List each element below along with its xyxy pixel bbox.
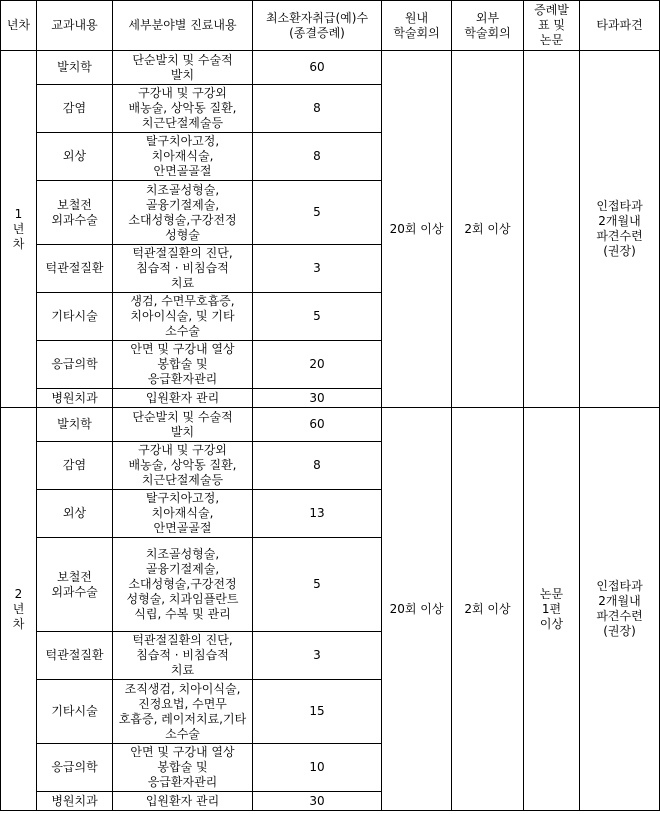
year2-external-conf: 2회 이상 [452,408,524,811]
subject-cell: 턱관절질환 [37,245,113,293]
cases-cell: 30 [253,792,382,811]
subject-cell: 병원치과 [37,792,113,811]
cases-cell: 8 [253,85,382,133]
cases-cell: 30 [253,389,382,408]
subject-cell: 발치학 [37,408,113,442]
subject-cell: 응급의학 [37,744,113,792]
subject-cell: 보철전 외과수술 [37,538,113,632]
header-min-cases: 최소환자취급(예)수 (종결증례) [253,1,382,51]
table-row [1,51,660,85]
year1-internal-conf: 20회 이상 [382,51,452,408]
cases-cell: 3 [253,632,382,680]
year2-internal-conf: 20회 이상 [382,408,452,811]
year1-label: 1 년 차 [1,51,37,408]
subject-cell: 기타시술 [37,680,113,744]
detail-cell: 조직생검, 치아이식술, 진정요법, 수면무 호흡증, 레이저치료,기타 소수술 [113,680,253,744]
year1-case-paper [524,51,580,408]
year2-label: 2 년 차 [1,408,37,811]
cases-cell: 3 [253,245,382,293]
detail-cell: 구강내 및 구강외 배농술, 상악동 질환, 치근단절제술등 [113,85,253,133]
detail-cell: 단순발치 및 수술적 발치 [113,408,253,442]
year2-dispatch: 인접타과 2개월내 파견수련 (권장) [580,408,660,811]
header-external-conf: 외부 학술회의 [452,1,524,51]
detail-cell: 입원환자 관리 [113,792,253,811]
detail-cell: 구강내 및 구강외 배농술, 상악동 질환, 치근단절제술등 [113,442,253,490]
subject-cell: 외상 [37,490,113,538]
subject-cell: 응급의학 [37,341,113,389]
cases-cell: 13 [253,490,382,538]
year2-case-paper: 논문 1편 이상 [524,408,580,811]
detail-cell: 단순발치 및 수술적 발치 [113,51,253,85]
cases-cell: 60 [253,408,382,442]
subject-cell: 외상 [37,133,113,181]
detail-cell: 치조골성형술, 골융기절제술, 소대성형술,구강전정 성형술 [113,181,253,245]
detail-cell: 탈구치아고정, 치아재식술, 안면골골절 [113,133,253,181]
cases-cell: 15 [253,680,382,744]
year1-external-conf: 2회 이상 [452,51,524,408]
year1-dispatch: 인접타과 2개월내 파견수련 (권장) [580,51,660,408]
detail-cell: 생검, 수면무호흡증, 치아이식술, 및 기타 소수술 [113,293,253,341]
cases-cell: 5 [253,538,382,632]
header-detail: 세부분야별 진료내용 [113,1,253,51]
subject-cell: 감염 [37,85,113,133]
subject-cell: 턱관절질환 [37,632,113,680]
detail-cell: 안면 및 구강내 열상 봉합술 및 응급환자관리 [113,744,253,792]
cases-cell: 8 [253,442,382,490]
header-dispatch: 타과파견 [580,1,660,51]
subject-cell: 감염 [37,442,113,490]
subject-cell: 기타시술 [37,293,113,341]
header-subject: 교과내용 [37,1,113,51]
table-row [1,408,660,442]
header-year: 년차 [1,1,37,51]
subject-cell: 병원치과 [37,389,113,408]
cases-cell: 8 [253,133,382,181]
header-row [1,1,660,51]
detail-cell: 안면 및 구강내 열상 봉합술 및 응급환자관리 [113,341,253,389]
subject-cell: 보철전 외과수술 [37,181,113,245]
header-case-paper: 증례발 표 및 논문 [524,1,580,51]
detail-cell: 탈구치아고정, 치아재식술, 안면골골절 [113,490,253,538]
detail-cell: 턱관절질환의 진단, 침습적 · 비침습적 치료 [113,245,253,293]
cases-cell: 10 [253,744,382,792]
cases-cell: 60 [253,51,382,85]
cases-cell: 5 [253,293,382,341]
cases-cell: 20 [253,341,382,389]
subject-cell: 발치학 [37,51,113,85]
detail-cell: 치조골성형술, 골융기절제술, 소대성형술,구강전정 성형술, 치과임플란트 식립, 수복 및 관리 [113,538,253,632]
header-internal-conf: 원내 학술회의 [382,1,452,51]
detail-cell: 입원환자 관리 [113,389,253,408]
detail-cell: 턱관절질환의 진단, 침습적 · 비침습적 치료 [113,632,253,680]
cases-cell: 5 [253,181,382,245]
